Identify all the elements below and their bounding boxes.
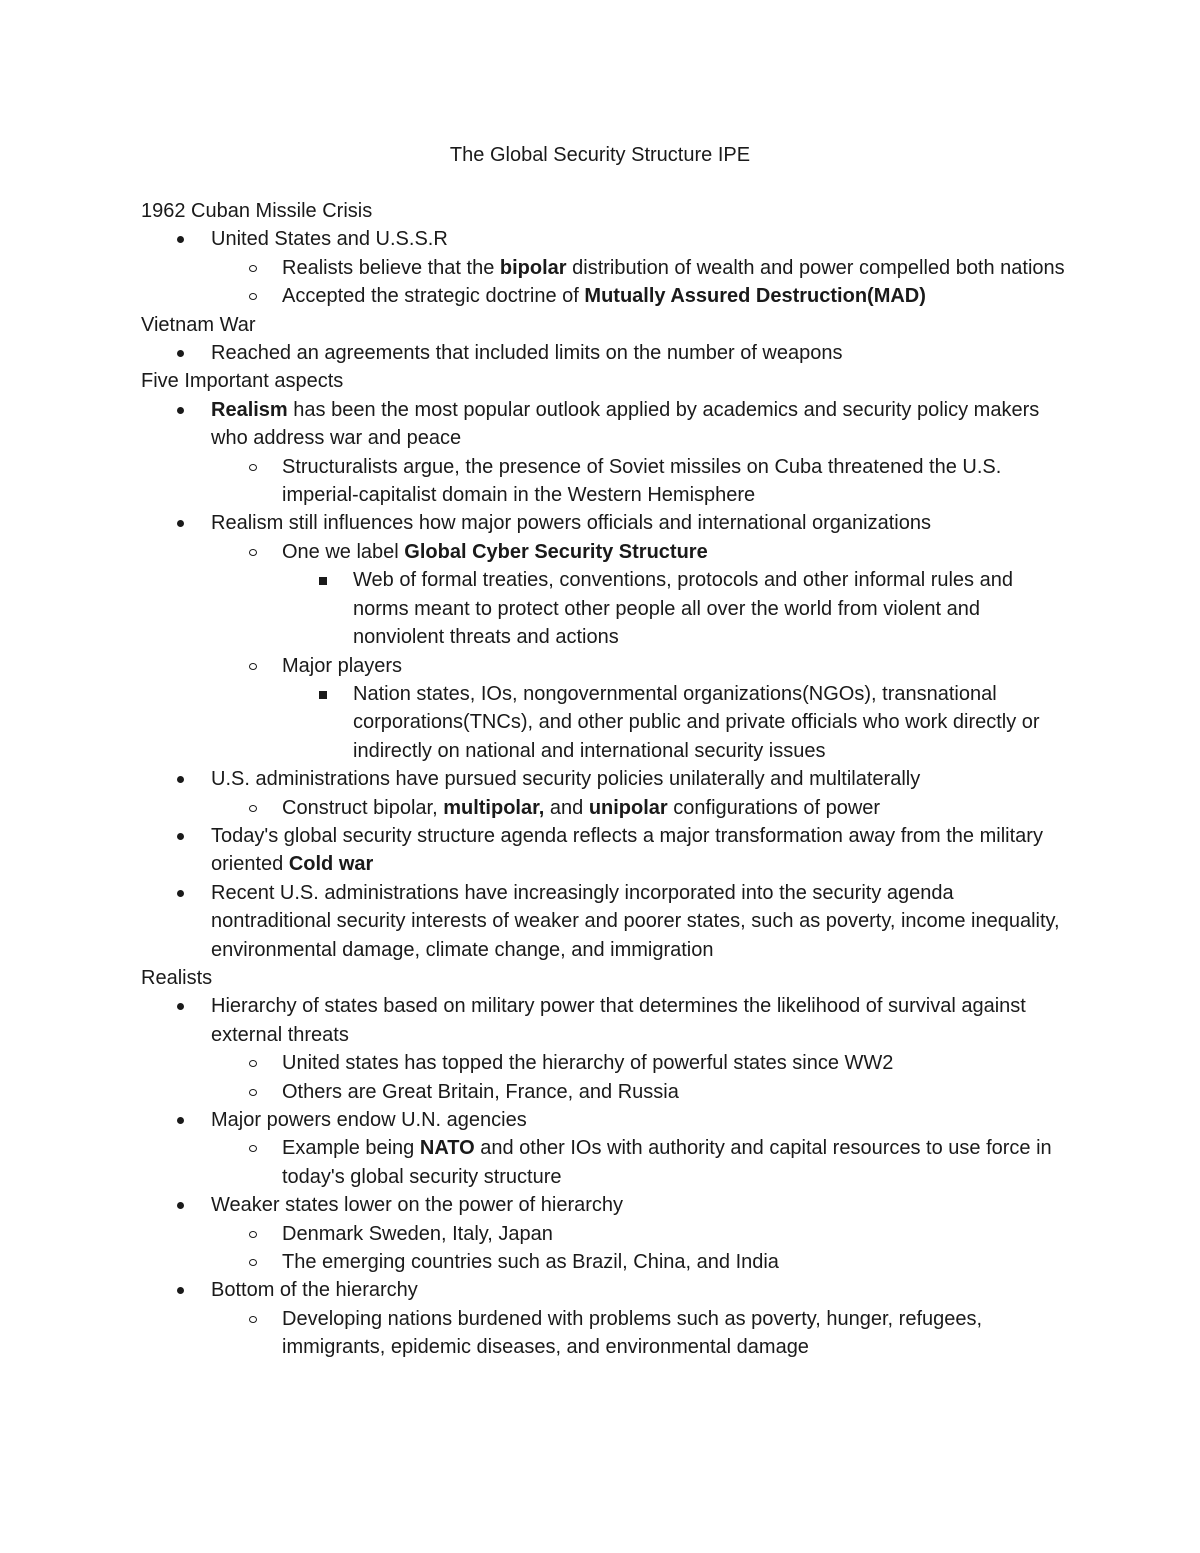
list-item-text: Major powers endow U.N. agencies bbox=[211, 1109, 527, 1131]
list-item-text: Major players bbox=[282, 654, 403, 677]
list-item bbox=[141, 453, 1071, 510]
list-realists bbox=[141, 992, 1071, 1361]
list-vietnam bbox=[141, 339, 1071, 367]
list-item-text: Realism still influences how major powers officials and international organizations bbox=[211, 512, 931, 535]
list-item-text: Example being bbox=[282, 1137, 420, 1160]
section-heading-realists: Realists bbox=[141, 966, 213, 989]
list-item bbox=[141, 1220, 1071, 1248]
list-item bbox=[141, 566, 1071, 651]
list-item-text: One we label bbox=[282, 540, 405, 563]
document-body bbox=[141, 197, 1071, 1362]
list-item bbox=[141, 1305, 1071, 1362]
list-item bbox=[141, 1106, 1071, 1134]
bold-term: Global Cyber Security Structure bbox=[404, 540, 708, 563]
bold-term: bipolar bbox=[499, 256, 567, 279]
list-item-text: Recent U.S. administrations have increasingly incorporated into the security agenda nontraditional security interests of weaker and poorer states, such as poverty, income inequality, environmental damage, climate change, and immigration bbox=[211, 881, 1060, 961]
list-item-text: distribution of wealth and power compelled both nations bbox=[566, 256, 1065, 279]
section-heading-cuban: 1962 Cuban Missile Crisis bbox=[141, 200, 373, 222]
bold-term: Cold war bbox=[288, 853, 374, 876]
list-item bbox=[141, 992, 1071, 1049]
list-item-text: Denmark Sweden, Italy, Japan bbox=[282, 1222, 553, 1245]
section-heading-vietnam: Vietnam War bbox=[141, 313, 256, 336]
list-item bbox=[141, 538, 1071, 566]
list-item-text: Bottom of the hierarchy bbox=[211, 1279, 418, 1302]
list-item bbox=[141, 509, 1071, 537]
list-item-text: U.S. administrations have pursued security policies unilaterally and multilaterally bbox=[211, 768, 921, 791]
list-item-text: and other IOs with authority and capital resources to use force in today's global security structure bbox=[282, 1137, 1052, 1188]
bold-term: Mutually Assured Destruction(MAD) bbox=[584, 285, 926, 308]
list-item-text: configurations of power bbox=[667, 796, 881, 819]
list-item bbox=[141, 1134, 1071, 1191]
bold-term: NATO bbox=[419, 1137, 475, 1160]
list-item bbox=[141, 282, 1071, 310]
bold-term: unipolar bbox=[588, 796, 668, 819]
list-item-text: Construct bipolar, bbox=[282, 796, 444, 819]
bold-term: Realism bbox=[211, 398, 288, 421]
list-item-text: Accepted the strategic doctrine of bbox=[282, 285, 585, 308]
bold-term: multipolar, bbox=[443, 796, 545, 819]
list-item bbox=[141, 1248, 1071, 1276]
list-item-text: Others are Great Britain, France, and Russia bbox=[282, 1080, 679, 1103]
list-item bbox=[141, 765, 1071, 793]
list-five-aspects bbox=[141, 396, 1071, 964]
list-item-text: Web of formal treaties, conventions, protocols and other informal rules and norms meant to protect other people all over the world from violent and nonviolent threats and actions bbox=[353, 569, 1013, 649]
list-item-text: Reached an agreements that included limits on the number of weapons bbox=[211, 342, 843, 365]
list-item bbox=[141, 396, 1071, 453]
section-heading-five-aspects: Five Important aspects bbox=[141, 370, 344, 393]
list-item bbox=[141, 254, 1071, 282]
list-item-text: United States and U.S.S.R bbox=[211, 228, 448, 251]
list-item bbox=[141, 794, 1071, 822]
list-item bbox=[141, 339, 1071, 367]
list-item-text: Developing nations burdened with problems such as poverty, hunger, refugees, immigrants, epidemic diseases, and environmental damage bbox=[282, 1307, 983, 1359]
list-item-text: Nation states, IOs, nongovernmental organizations(NGOs), transnational corporations(TNCs), and other public and private officials who work directly or indirectly on national and international security issues bbox=[353, 682, 1040, 762]
list-item-text: has been the most popular outlook applied by academics and security policy makers who address war and peace bbox=[211, 398, 1040, 450]
list-item-text: Realists believe that the bbox=[282, 256, 500, 279]
list-item bbox=[141, 1049, 1071, 1077]
list-item-text: Weaker states lower on the power of hierarchy bbox=[211, 1194, 624, 1217]
list-item-text: Structuralists argue, the presence of Soviet missiles on Cuba threatened the U.S. imperial-capitalist domain in the Western Hemisphere bbox=[282, 455, 1002, 507]
list-item bbox=[141, 1191, 1071, 1219]
list-item bbox=[141, 879, 1071, 964]
list-cuban bbox=[141, 225, 1071, 310]
page-title: The Global Security Structure IPE bbox=[449, 144, 751, 166]
list-item-text: The emerging countries such as Brazil, China, and India bbox=[282, 1251, 779, 1274]
list-item-text: and bbox=[544, 796, 589, 819]
list-item bbox=[141, 680, 1071, 765]
list-item bbox=[141, 652, 1071, 680]
list-item-text: United states has topped the hierarchy of powerful states since WW2 bbox=[282, 1052, 894, 1075]
list-item bbox=[141, 1276, 1071, 1304]
list-item bbox=[141, 822, 1071, 879]
list-item bbox=[141, 225, 1071, 253]
list-item-text: Hierarchy of states based on military power that determines the likelihood of survival against external threats bbox=[211, 995, 1026, 1046]
list-item-text: Today's global security structure agenda reflects a major transformation away from the military oriented bbox=[211, 824, 1043, 876]
list-item bbox=[141, 1078, 1071, 1106]
